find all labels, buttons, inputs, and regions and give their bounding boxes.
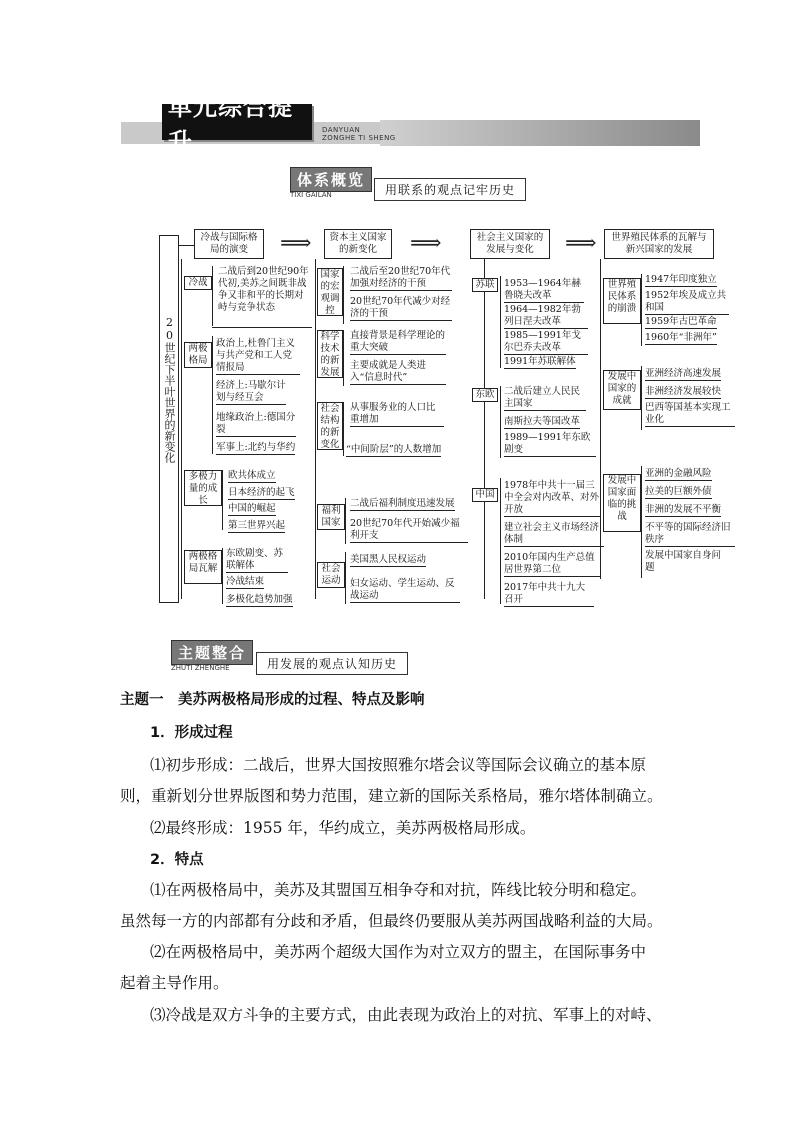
connector (641, 466, 642, 578)
root-label: 20世纪下半叶世界的新变化 (163, 316, 176, 463)
col1-bipolar-geopolitics: 地缘政治上:德国分裂 (216, 412, 296, 435)
col4-colonial-1: 1947年印度独立 (645, 274, 717, 285)
col2-label-social: 社会结构的新变化 (317, 402, 343, 450)
col1-multipolar-china: 中国的崛起 (228, 503, 276, 514)
col2-label-macro: 国家的宏观调控 (317, 268, 343, 316)
col2-welfare-2: 20世纪70年代开始减少福利开支 (350, 518, 468, 543)
connector (212, 266, 213, 326)
col4-colonial-3: 1959年古巴革命 (645, 316, 717, 327)
connector (179, 245, 194, 246)
connector (212, 336, 213, 454)
section-pinyin-topics: ZHUTI ZHENGHE (171, 664, 230, 672)
col4-ach-2: 非洲经济发展较快 (645, 386, 722, 397)
col1-multipolar-ec: 欧共体成立 (228, 470, 276, 481)
col3-ee-3: 1989—1991年东欧剧变 (504, 432, 596, 457)
col2-macro-1: 二战后至20世纪70年代加强对经济的干预 (350, 266, 451, 289)
arrow-icon: ⟹ (280, 231, 312, 256)
subheading-features: 2．特点 (150, 852, 204, 868)
col3-china-3: 2010年国内生产总值居世界第二位 (504, 552, 600, 577)
col4-colonial-2: 1952年埃及成立共和国 (645, 290, 729, 315)
col1-label-collapse: 两极格局瓦解 (184, 550, 222, 584)
paragraph-4a: ⑵在两极格局中，美苏两个超级大国作为对立双方的盟主，在国际事务中 (150, 943, 647, 961)
paragraph-1a: ⑴初步形成：二战后，世界大国按照雅尔塔会议等国际会议确立的基本原 (150, 756, 647, 774)
paragraph-1b: 则，重新划分世界版图和势力范围，建立新的国际关系格局，雅尔塔体制确立。 (120, 787, 663, 805)
section-tab-overview: 体系概览 (290, 167, 372, 192)
banner-gradient (380, 120, 700, 146)
paragraph-3a: ⑴在两极格局中，美苏及其盟国互相争夺和对抗，阵线比较分明和稳定。 (150, 881, 647, 899)
col3-ee-2: 南斯拉夫等国改革 (504, 416, 581, 427)
col1-coldwar-def: 二战后到20世纪90年代初,美苏之间既非战争又非和平的长期对峙与竞争状态 (218, 266, 309, 313)
col3-china-1: 1978年中共十一届三中全会对内改革、对外开放 (504, 480, 600, 515)
connector (343, 266, 344, 324)
col4-ch-1: 亚洲的金融风险 (645, 468, 712, 479)
section-pinyin-overview: TIXI GAILAN (290, 191, 332, 199)
arrow-icon: ⟹ (565, 231, 597, 256)
col3-china-2: 建立社会主义市场经济体制 (504, 522, 604, 547)
col4-ch-2: 拉美的巨额外债 (645, 486, 712, 497)
paragraph-3b: 虽然每一方的内部都有分歧和矛盾，但最终仍要服从美苏两国战略利益的大局。 (120, 912, 663, 930)
col1-bipolar-military: 军事上:北约与华约 (216, 442, 296, 453)
col1-collapse-ussr: 东欧剧变、苏联解体 (226, 548, 288, 573)
paragraph-4b: 起着主导作用。 (120, 974, 229, 992)
paragraph-5: ⑶冷战是双方斗争的主要方式，由此表现为政治上的对抗、军事上的对峙、 (150, 1006, 662, 1024)
col3-label-china: 中国 (472, 488, 498, 502)
col1-label-multipolar: 多极力量的成长 (184, 470, 222, 506)
unit-pinyin-2: ZONGHE TI SHENG (322, 134, 396, 142)
section-slogan-overview: 用联系的观点记牢历史 (374, 178, 526, 201)
col1-spine (181, 259, 182, 599)
header-colonial: 世界殖民体系的瓦解与新兴国家的发展 (604, 229, 714, 259)
col4-spine (600, 259, 601, 579)
col1-multipolar-japan: 日本经济的起飞 (228, 487, 295, 498)
connector (500, 276, 501, 368)
header-socialism: 社会主义国家的发展与变化 (470, 229, 550, 259)
col4-label-challenges: 发展中国家面临的挑战 (603, 474, 641, 532)
col1-collapse-multipolarity: 多极化趋势加强 (226, 594, 293, 605)
col4-ach-3: 巴西等国基本实现工业化 (645, 402, 735, 427)
col4-label-achievements: 发展中国家的成就 (603, 370, 641, 410)
paragraph-2: ⑵最终形成：1955 年，华约成立，美苏两极格局形成。 (150, 819, 536, 837)
col3-ussr-4: 1991年苏联解体 (504, 356, 576, 367)
col1-bipolar-economic: 经济上:马歇尔计划与经互会 (216, 380, 286, 403)
col2-social-1: 从事服务业的人口比重增加 (350, 402, 444, 427)
col3-label-eastern-europe: 东欧 (472, 388, 498, 402)
col2-macro-2: 20世纪70年代减少对经济的干预 (350, 296, 451, 319)
subheading-formation: 1．形成过程 (150, 725, 233, 741)
col3-label-ussr: 苏联 (472, 278, 498, 292)
col4-colonial-4: 1960年“非洲年” (645, 332, 717, 343)
col2-spine (315, 259, 316, 599)
connector (641, 366, 642, 430)
col4-ch-3: 非洲的发展不平衡 (645, 504, 722, 515)
unit-pinyin-1: DANYUAN (322, 126, 361, 134)
col1-multipolar-third-world: 第三世界兴起 (228, 520, 286, 531)
topic-heading: 主题一 美苏两极格局形成的过程、特点及影响 (120, 692, 425, 708)
col1-label-coldwar: 冷战 (184, 276, 212, 290)
col4-ch-4: 不平等的国际经济旧秩序 (645, 522, 735, 547)
arrow-icon: ⟹ (410, 231, 442, 256)
connector (212, 327, 312, 328)
connector (641, 274, 642, 346)
col2-movement-2: 妇女运动、学生运动、反战运动 (350, 578, 460, 603)
col2-welfare-1: 二战后福利制度迅速发展 (350, 498, 455, 509)
connector (222, 548, 223, 604)
col3-spine (484, 259, 485, 599)
unit-title-text: 单元综合提升 (168, 93, 293, 156)
col2-tech-2: 主要成就是人类进入“信息时代” (350, 360, 446, 385)
col3-ussr-3: 1985—1991年戈尔巴乔夫改革 (504, 330, 588, 355)
col4-ch-5: 发展中国家自身问题 (645, 550, 722, 573)
header-capitalism: 资本主义国家的新变化 (324, 229, 392, 259)
col2-label-movements: 社会运动 (317, 562, 345, 588)
connector (343, 330, 344, 386)
col2-label-welfare: 福利国家 (317, 504, 345, 530)
col1-collapse-coldwar-end: 冷战结束 (226, 576, 265, 587)
col2-tech-1: 直接背景是科学理论的重大突破 (350, 330, 446, 353)
connector (500, 478, 501, 604)
col1-label-bipolar: 两极格局 (184, 342, 212, 368)
col3-ussr-1: 1953—1964年赫鲁晓夫改革 (504, 278, 584, 303)
col2-label-tech: 科学技术的新发展 (317, 330, 343, 378)
col3-ussr-2: 1964—1982年勃列日涅夫改革 (504, 304, 588, 329)
section-tab-topics: 主题整合 (171, 640, 253, 665)
col2-movement-1: 美国黑人民权运动 (350, 554, 427, 565)
col2-social-2: “中间阶层”的人数增加 (346, 444, 442, 455)
connector (343, 402, 344, 456)
connector (345, 498, 346, 544)
unit-title (162, 93, 312, 156)
connector (500, 386, 501, 458)
header-cold-war: 冷战与国际格局的演变 (194, 229, 264, 259)
connector (345, 552, 346, 604)
connector (222, 470, 223, 530)
col3-china-4: 2017年中共十九大召开 (504, 582, 594, 607)
col4-label-colonial: 世界殖民体系的崩溃 (603, 278, 641, 324)
section-slogan-topics: 用发展的观点认知历史 (256, 652, 408, 675)
col4-ach-1: 亚洲经济高速发展 (645, 368, 722, 379)
col1-bipolar-political: 政治上,杜鲁门主义与共产党和工人党情报局 (216, 338, 300, 375)
col3-ee-1: 二战后建立人民民主国家 (504, 386, 586, 411)
